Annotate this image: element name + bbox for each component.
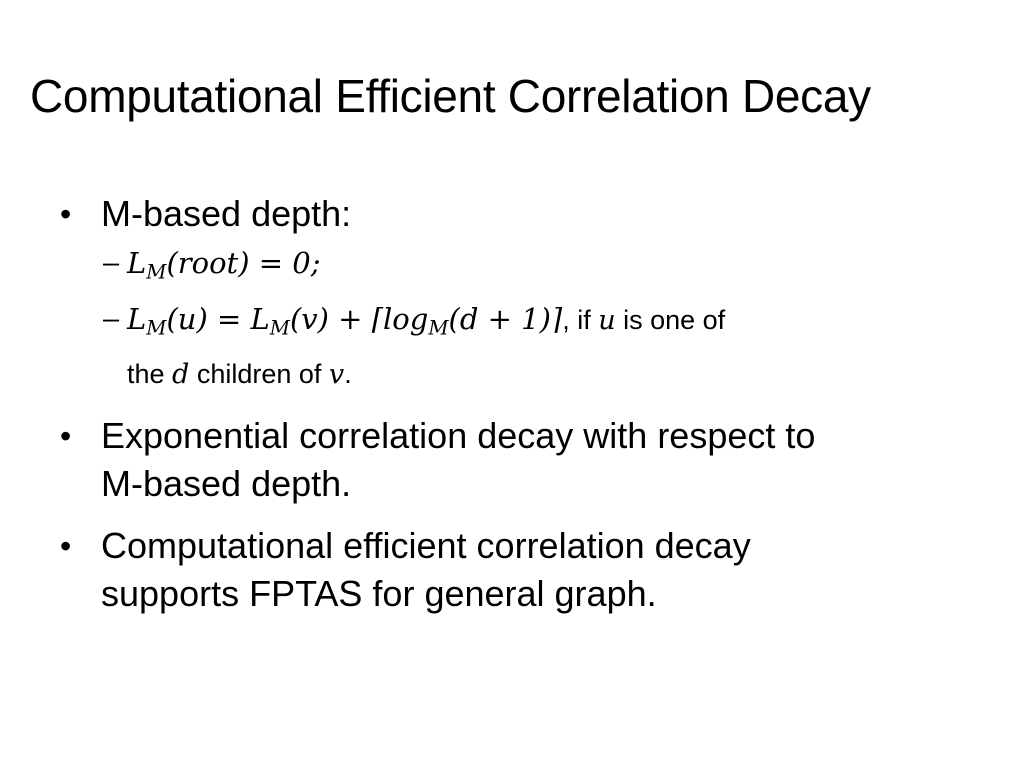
bullet-text-line1: Exponential correlation decay with respect to: [101, 415, 816, 457]
formula-lhs-arg: (u) =: [166, 301, 251, 336]
line2-mid: children of: [189, 359, 329, 390]
subbullet-marker: –: [103, 302, 120, 335]
formula-tail-2: is one of: [615, 304, 726, 335]
bullet-marker: •: [60, 418, 72, 455]
bullet-marker: •: [60, 196, 72, 232]
line2-pre: the: [127, 359, 173, 390]
formula-lhs: L: [127, 301, 147, 336]
bullet-fptas: [60, 522, 960, 618]
bullet-exponential-decay: [60, 412, 960, 508]
line2-end: .: [344, 359, 352, 390]
formula-root-depth: [127, 246, 321, 284]
formula-rest: (root) = 0;: [166, 246, 321, 280]
formula-symbol: L: [127, 246, 147, 280]
bullet-text: M-based depth:: [101, 193, 352, 234]
slide-title: Computational Efficient Correlation Decay: [30, 70, 871, 122]
formula-lhs-subscript: M: [146, 316, 167, 340]
bullet-marker: •: [60, 528, 72, 565]
subbullet-root-depth: [60, 240, 960, 296]
formula-child-depth: [127, 301, 563, 340]
subbullet-marker: –: [103, 247, 120, 279]
formula-log-subscript: M: [428, 316, 449, 340]
formula-tail-1: , if: [562, 304, 599, 335]
bullet-text-line1: Computational efficient correlation decay: [101, 525, 751, 567]
bullet-text-line2: supports FPTAS for general graph.: [101, 573, 657, 615]
bullet-m-based-depth: [60, 190, 960, 238]
var-d: d: [172, 359, 190, 391]
formula-rhs-subscript: M: [269, 316, 290, 340]
var-u: u: [598, 304, 616, 336]
var-v: v: [328, 359, 345, 391]
formula-log-arg: (d + 1)⌉: [448, 301, 563, 336]
subbullet-child-depth: [60, 296, 960, 399]
formula-rhs: L: [250, 301, 270, 336]
formula-subscript: M: [146, 260, 167, 284]
slide-body: [60, 190, 960, 618]
formula-rhs-arg: (v) + ⌈log: [289, 301, 429, 336]
bullet-text-line2: M-based depth.: [101, 463, 352, 505]
